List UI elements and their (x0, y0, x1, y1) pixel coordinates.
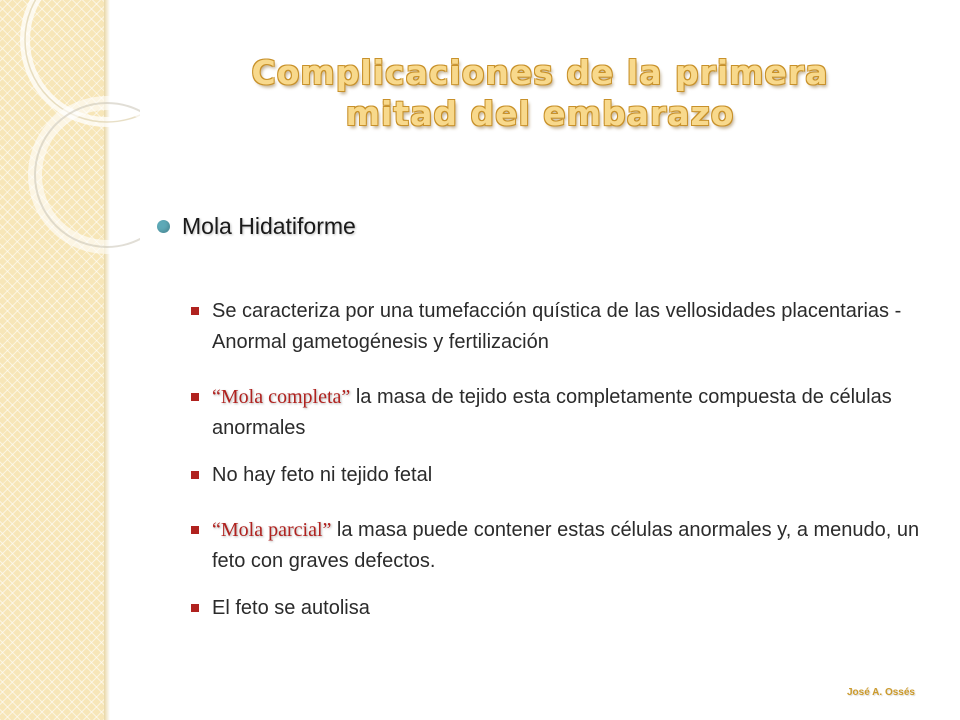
title-line-1: Complicaciones de la primera (251, 53, 829, 92)
list-item (188, 460, 928, 491)
list-item (188, 382, 928, 444)
item-text: la masa puede contener estas células anormales y, a menudo, un feto con graves defectos. (212, 519, 920, 572)
item-highlight: “Mola parcial” (212, 519, 332, 541)
square-bullet-icon (191, 471, 199, 479)
item-text: la masa de tejido esta completamente compuesta de células anormales (212, 386, 892, 439)
list-item (188, 296, 928, 358)
sub-bullet-list (188, 296, 928, 624)
bullet-dot-icon (157, 220, 170, 233)
list-item (188, 593, 928, 624)
list-item (188, 515, 928, 577)
main-bullet-label: Mola Hidatiforme (182, 213, 356, 239)
title-line-2: mitad del embarazo (345, 94, 735, 133)
square-bullet-icon (191, 307, 199, 315)
item-text: No hay feto ni tejido fetal (212, 464, 433, 486)
item-text: Se caracteriza por una tumefacción quística de las vellosidades placentarias - Anormal gametogénesis y fertilización (212, 300, 902, 353)
square-bullet-icon (191, 604, 199, 612)
item-text: El feto se autolisa (212, 597, 370, 619)
decorative-rings (0, 0, 140, 320)
main-bullet (157, 213, 356, 240)
item-highlight: “Mola completa” (212, 386, 351, 408)
footer-author: José A. Ossés (846, 687, 915, 698)
square-bullet-icon (191, 526, 199, 534)
slide-title (230, 52, 850, 134)
square-bullet-icon (191, 393, 199, 401)
